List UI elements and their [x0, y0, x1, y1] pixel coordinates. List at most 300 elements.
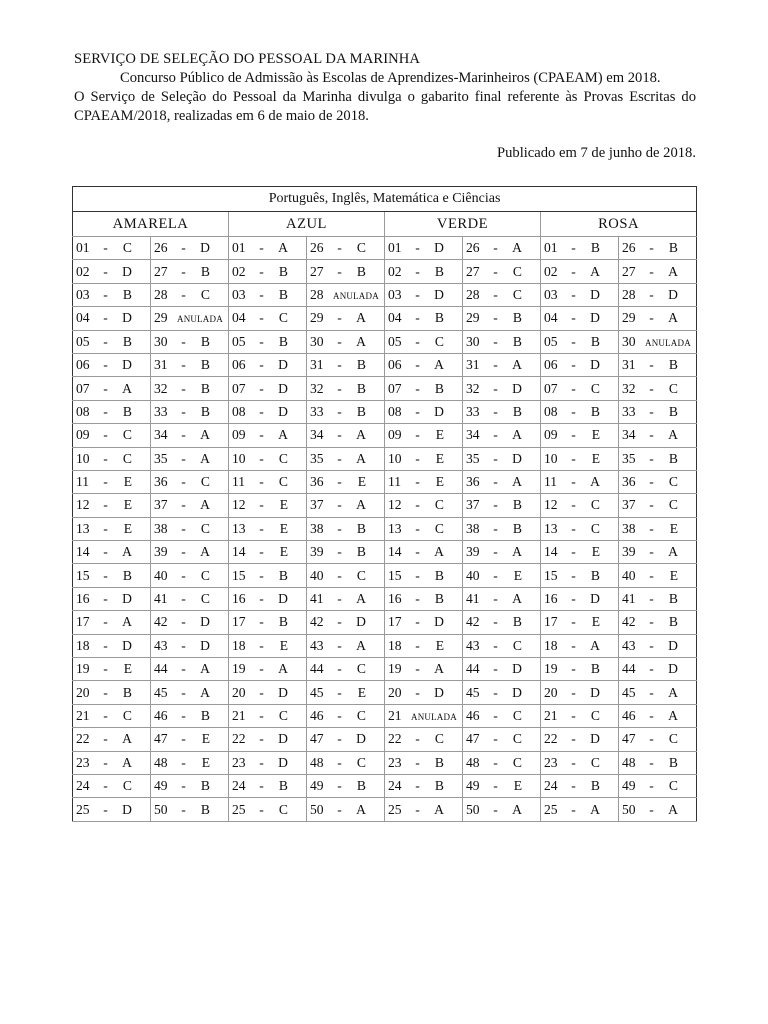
question-number: 42 [154, 614, 168, 630]
answer-cell-azul [229, 447, 307, 470]
question-number: 12 [232, 497, 246, 513]
answer-letter: B [122, 403, 132, 419]
dash: - [493, 403, 498, 419]
answer-letter: D [122, 801, 132, 817]
question-number: 28 [466, 286, 480, 302]
dash: - [103, 684, 108, 700]
dash: - [571, 567, 576, 583]
answer-cell-amarela [151, 237, 229, 260]
answer-letter: D [278, 754, 288, 770]
dash: - [181, 637, 186, 653]
answer-cell-verde [463, 774, 541, 797]
answer-letter: B [356, 520, 366, 536]
answer-letter: A [590, 263, 600, 279]
dash: - [337, 450, 342, 466]
question-number: 33 [310, 403, 324, 419]
answer-cell-rosa [619, 400, 697, 423]
answer-cell-azul [307, 751, 385, 774]
question-number: 35 [154, 450, 168, 466]
question-number: 20 [232, 684, 246, 700]
dash: - [493, 450, 498, 466]
answer-cell-azul [229, 517, 307, 540]
question-number: 05 [388, 333, 402, 349]
dash: - [415, 801, 420, 817]
question-number: 17 [232, 614, 246, 630]
question-number: 40 [466, 567, 480, 583]
answer-letter: D [434, 614, 444, 630]
question-number: 04 [388, 310, 402, 326]
question-number: 34 [622, 427, 636, 443]
question-number: 48 [466, 754, 480, 770]
question-number: 25 [232, 801, 246, 817]
question-number: 08 [76, 403, 90, 419]
question-number: 06 [388, 357, 402, 373]
dash: - [571, 427, 576, 443]
question-number: 08 [232, 403, 246, 419]
dash: - [103, 614, 108, 630]
answer-cell-amarela [73, 237, 151, 260]
answer-cell-amarela [151, 447, 229, 470]
answer-letter: C [122, 450, 132, 466]
answer-cell-verde [463, 400, 541, 423]
answer-cell-verde [463, 447, 541, 470]
question-number: 33 [466, 403, 480, 419]
dash: - [493, 333, 498, 349]
answer-cell-verde [385, 470, 463, 493]
dash: - [649, 591, 654, 607]
answer-cell-verde [385, 774, 463, 797]
dash: - [259, 380, 264, 396]
dash: - [649, 520, 654, 536]
table-row [73, 658, 697, 681]
answer-letter: A [668, 263, 678, 279]
question-number: 26 [466, 240, 480, 256]
answer-cell-verde [385, 447, 463, 470]
question-number: 17 [76, 614, 90, 630]
answer-cell-verde [385, 728, 463, 751]
dash: - [103, 450, 108, 466]
answer-letter: A [512, 591, 522, 607]
dash: - [337, 801, 342, 817]
dash: - [571, 731, 576, 747]
answer-letter: D [590, 286, 600, 302]
dash: - [571, 661, 576, 677]
dash: - [181, 380, 186, 396]
answer-cell-rosa [619, 587, 697, 610]
answer-letter: D [434, 240, 444, 256]
question-number: 23 [388, 754, 402, 770]
answer-cell-amarela [151, 517, 229, 540]
dash: - [571, 286, 576, 302]
intro-line-1: Concurso Público de Admissão às Escolas de Aprendizes-Marinheiros (CPAEAM) em 2018. [120, 70, 661, 86]
answer-cell-azul [229, 260, 307, 283]
answer-letter: B [512, 310, 522, 326]
answer-cell-amarela [73, 774, 151, 797]
answer-cell-rosa [541, 424, 619, 447]
dash: - [181, 497, 186, 513]
answer-letter: C [668, 474, 678, 490]
dash: - [493, 661, 498, 677]
answer-cell-azul [307, 774, 385, 797]
answer-letter: D [434, 403, 444, 419]
dash: - [259, 427, 264, 443]
dash: - [259, 240, 264, 256]
answer-letter: D [122, 591, 132, 607]
answer-letter: C [512, 286, 522, 302]
answer-letter: E [123, 520, 132, 536]
answer-letter: A [200, 544, 210, 560]
dash: - [415, 614, 420, 630]
answer-letter: A [512, 240, 522, 256]
dash: - [337, 661, 342, 677]
dash: - [649, 263, 654, 279]
dash: - [103, 263, 108, 279]
answer-cell-verde [463, 494, 541, 517]
question-number: 13 [544, 520, 558, 536]
dash: - [337, 497, 342, 513]
dash: - [337, 591, 342, 607]
dash: - [649, 684, 654, 700]
dash: - [259, 614, 264, 630]
question-number: 50 [154, 801, 168, 817]
dash: - [493, 310, 498, 326]
dash: - [493, 754, 498, 770]
dash: - [649, 567, 654, 583]
question-number: 39 [310, 544, 324, 560]
dash: - [571, 684, 576, 700]
answer-cell-amarela [73, 728, 151, 751]
answer-cell-amarela [73, 330, 151, 353]
answer-letter: B [278, 614, 288, 630]
answer-cell-azul [307, 728, 385, 751]
answer-cell-azul [229, 564, 307, 587]
table-row [73, 400, 697, 423]
question-number: 36 [154, 474, 168, 490]
answer-letter: C [512, 637, 522, 653]
question-number: 24 [76, 778, 90, 794]
answer-letter: C [278, 708, 288, 723]
answer-letter: A [590, 637, 600, 653]
answer-cell-rosa [619, 798, 697, 821]
answer-cell-rosa [541, 470, 619, 493]
answer-cell-azul [229, 634, 307, 657]
answer-cell-rosa [541, 564, 619, 587]
table-row [73, 470, 697, 493]
answer-cell-amarela [73, 751, 151, 774]
answer-cell-rosa [541, 494, 619, 517]
answer-letter: E [435, 474, 444, 490]
dash: - [259, 778, 264, 794]
answer-letter: C [434, 497, 444, 513]
dash: - [649, 310, 654, 326]
answer-letter: D [278, 684, 288, 700]
answer-letter: A [278, 427, 288, 443]
answer-cell-azul [229, 728, 307, 751]
question-number: 18 [232, 637, 246, 653]
answer-letter: E [591, 614, 600, 630]
answer-letter: C [122, 240, 132, 256]
dash: - [415, 263, 420, 279]
answer-letter: B [512, 403, 522, 419]
answer-cell-verde [463, 377, 541, 400]
answer-letter: A [356, 310, 366, 326]
answer-cell-amarela [151, 377, 229, 400]
question-number: 19 [388, 661, 402, 677]
answer-letter: B [590, 778, 600, 794]
question-number: 43 [622, 637, 636, 653]
question-number: 40 [622, 567, 636, 583]
answer-letter: C [200, 286, 210, 302]
dash: - [337, 614, 342, 630]
answer-letter: C [590, 380, 600, 396]
dash: - [103, 286, 108, 302]
dash: - [259, 544, 264, 560]
answer-cell-azul [307, 283, 385, 306]
dash: - [415, 474, 420, 490]
answer-cell-azul [307, 353, 385, 376]
answer-cell-amarela [151, 541, 229, 564]
answer-letter: A [356, 497, 366, 513]
answer-letter: B [122, 684, 132, 700]
dash: - [103, 520, 108, 536]
dash: - [649, 637, 654, 653]
question-number: 18 [76, 637, 90, 653]
answer-letter: A [512, 427, 522, 443]
dash: - [493, 520, 498, 536]
question-number: 30 [466, 333, 480, 349]
dash: - [415, 333, 420, 349]
answer-letter: C [356, 754, 366, 770]
answer-cell-azul [229, 400, 307, 423]
dash: - [571, 357, 576, 373]
answer-letter: D [200, 637, 210, 653]
answer-cell-azul [307, 330, 385, 353]
question-number: 11 [544, 474, 558, 490]
dash: - [493, 427, 498, 443]
question-number: 14 [232, 544, 246, 560]
answer-cell-rosa [619, 330, 697, 353]
dash: - [259, 474, 264, 490]
answer-cell-amarela [73, 307, 151, 330]
question-number: 42 [310, 614, 324, 630]
question-number: 39 [622, 544, 636, 560]
answer-cell-verde [463, 704, 541, 727]
answer-cell-verde [385, 798, 463, 821]
table-row [73, 774, 697, 797]
answer-cell-azul [307, 424, 385, 447]
answer-cell-amarela [151, 587, 229, 610]
question-number: 34 [466, 427, 480, 443]
answer-cell-amarela [151, 611, 229, 634]
answer-cell-amarela [151, 634, 229, 657]
answer-letter: C [590, 754, 600, 770]
dash: - [415, 731, 420, 747]
version-header-row [73, 212, 697, 237]
answer-cell-verde [385, 494, 463, 517]
answer-cell-rosa [541, 704, 619, 727]
answer-letter: C [278, 801, 288, 817]
table-row [73, 517, 697, 540]
dash: - [415, 427, 420, 443]
answer-letter: D [512, 684, 522, 700]
answer-cell-rosa [541, 611, 619, 634]
dash: - [649, 286, 654, 302]
question-number: 24 [232, 778, 246, 794]
answer-letter: A [200, 684, 210, 700]
question-number: 41 [310, 591, 324, 607]
dash: - [571, 778, 576, 794]
question-number: 46 [622, 708, 636, 723]
answer-cell-verde [463, 611, 541, 634]
dash: - [103, 333, 108, 349]
answer-letter: A [434, 357, 444, 373]
answer-cell-amarela [151, 424, 229, 447]
answer-letter: A [668, 801, 678, 817]
question-number: 30 [154, 333, 168, 349]
answer-cell-rosa [619, 424, 697, 447]
answer-letter: B [278, 567, 288, 583]
question-number: 10 [388, 450, 402, 466]
dash: - [181, 474, 186, 490]
answer-cell-verde [463, 283, 541, 306]
dash: - [571, 450, 576, 466]
answer-cell-verde [385, 237, 463, 260]
answer-cell-rosa [619, 704, 697, 727]
answer-letter: A [278, 661, 288, 677]
dash: - [493, 708, 498, 723]
dash: - [649, 778, 654, 794]
question-number: 14 [544, 544, 558, 560]
answer-cell-amarela [73, 704, 151, 727]
answer-letter: C [278, 450, 288, 466]
answer-cell-rosa [541, 447, 619, 470]
question-number: 50 [622, 801, 636, 817]
question-number: 45 [310, 684, 324, 700]
question-number: 15 [76, 567, 90, 583]
dash: - [493, 286, 498, 302]
question-number: 23 [232, 754, 246, 770]
answer-letter: B [590, 403, 600, 419]
version-header-rosa: ROSA [541, 212, 697, 237]
question-number: 37 [310, 497, 324, 513]
dash: - [493, 614, 498, 630]
dash: - [415, 637, 420, 653]
table-row [73, 611, 697, 634]
answer-letter: A [668, 310, 678, 326]
dash: - [571, 544, 576, 560]
answer-letter: E [123, 474, 132, 490]
table-row [73, 260, 697, 283]
dash: - [337, 427, 342, 443]
answer-cell-azul [307, 517, 385, 540]
table-row [73, 494, 697, 517]
question-number: 20 [388, 684, 402, 700]
answer-cell-azul [229, 330, 307, 353]
answer-letter: B [590, 661, 600, 677]
answer-letter: E [279, 544, 288, 560]
question-number: 38 [466, 520, 480, 536]
dash: - [103, 240, 108, 256]
dash: - [571, 497, 576, 513]
dash: - [415, 661, 420, 677]
answer-letter: A [512, 357, 522, 373]
question-number: 08 [544, 403, 558, 419]
question-number: 47 [466, 731, 480, 747]
question-number: 42 [622, 614, 636, 630]
dash: - [259, 801, 264, 817]
answer-letter: E [435, 427, 444, 443]
answer-letter: C [356, 567, 366, 583]
question-number: 11 [232, 474, 246, 490]
answer-letter: B [590, 240, 600, 256]
answer-cell-amarela [73, 541, 151, 564]
question-number: 45 [154, 684, 168, 700]
dash: - [571, 591, 576, 607]
dash: - [337, 380, 342, 396]
answer-cell-verde [463, 330, 541, 353]
question-number: 37 [154, 497, 168, 513]
version-header-verde: VERDE [385, 212, 541, 237]
answer-cell-amarela [151, 494, 229, 517]
question-number: 47 [622, 731, 636, 747]
question-number: 27 [622, 263, 636, 279]
answer-letter: D [356, 731, 366, 747]
question-number: 27 [466, 263, 480, 279]
answer-letter: C [668, 380, 678, 396]
question-number: 07 [232, 380, 246, 396]
answer-cell-amarela [73, 400, 151, 423]
question-number: 35 [310, 450, 324, 466]
question-number: 41 [154, 591, 168, 607]
answer-letter: B [356, 403, 366, 419]
answer-letter: C [590, 497, 600, 513]
question-number: 01 [76, 240, 90, 256]
dash: - [181, 286, 186, 302]
answer-letter: E [123, 497, 132, 513]
dash: - [259, 310, 264, 326]
answer-letter: E [201, 731, 210, 747]
dash: - [571, 801, 576, 817]
question-number: 16 [232, 591, 246, 607]
dash: - [259, 357, 264, 373]
answer-cell-azul [229, 470, 307, 493]
dash: - [493, 731, 498, 747]
question-number: 02 [232, 263, 246, 279]
answer-cell-azul [307, 634, 385, 657]
answer-letter: C [278, 474, 288, 490]
answer-letter: A [668, 708, 678, 723]
dash: - [259, 591, 264, 607]
dash: - [571, 310, 576, 326]
question-number: 29 [622, 310, 636, 326]
answer-cell-amarela [73, 377, 151, 400]
answer-letter: E [279, 497, 288, 513]
answer-letter: B [356, 380, 366, 396]
answer-letter: A [122, 614, 132, 630]
answer-cell-rosa [619, 447, 697, 470]
answer-letter: A [122, 731, 132, 747]
answer-letter: D [122, 263, 132, 279]
answer-cell-rosa [619, 681, 697, 704]
question-number: 28 [310, 286, 324, 302]
question-number: 21 [388, 708, 402, 723]
dash: - [415, 240, 420, 256]
answer-cell-verde [463, 564, 541, 587]
dash: - [493, 544, 498, 560]
answer-letter: C [122, 708, 132, 723]
answer-cell-azul [307, 587, 385, 610]
question-number: 26 [310, 240, 324, 256]
